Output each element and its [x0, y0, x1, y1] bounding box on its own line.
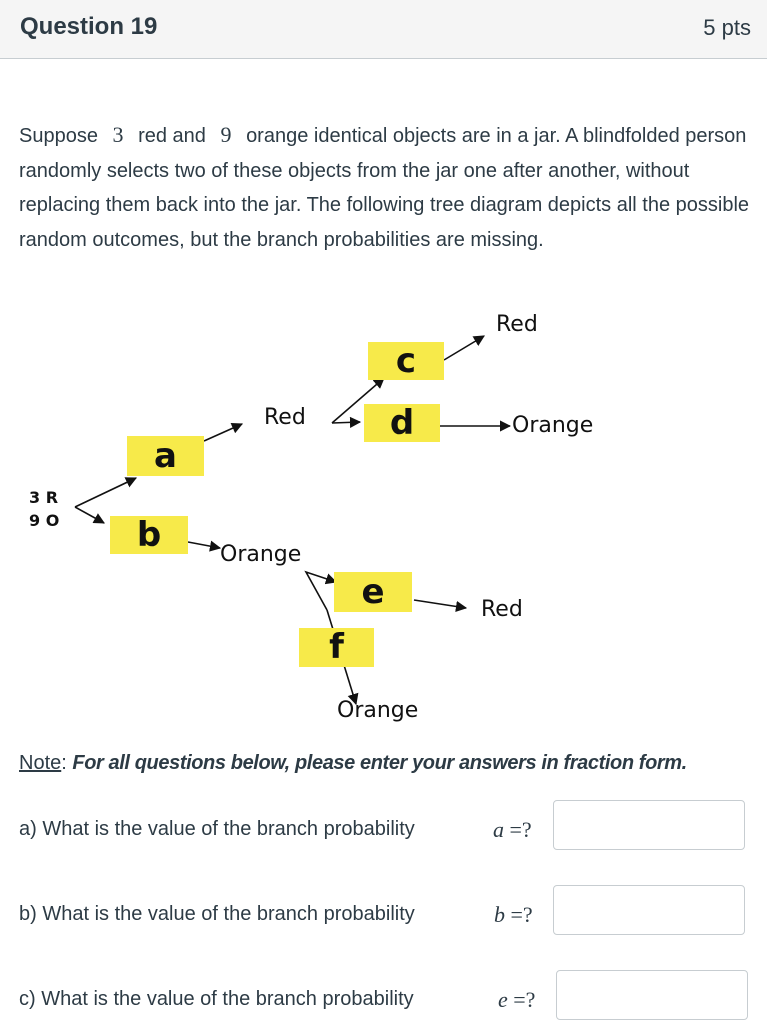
note-text: For all questions below, please enter your answers in fraction form. — [72, 752, 687, 774]
note — [19, 752, 687, 775]
outcome-first-orange: Orange — [220, 542, 302, 567]
root-red-count: 3 R — [29, 488, 59, 507]
equals-a: =? — [504, 817, 532, 842]
e-to-red — [414, 600, 466, 608]
question-a-variable — [493, 817, 532, 843]
equals-e: =? — [507, 987, 536, 1012]
root-branch-down — [75, 507, 104, 523]
prompt-text-2: red and — [138, 125, 206, 147]
branch-label-e: e — [334, 572, 412, 612]
b-to-orange — [188, 542, 220, 548]
variable-b: b — [494, 902, 505, 927]
outcome-first-red: Red — [264, 405, 306, 430]
c-to-red — [444, 336, 484, 360]
branch-label-f: f — [299, 628, 374, 667]
orange-split-up — [306, 572, 336, 610]
branch-label-d: d — [364, 404, 440, 442]
outcome-orange-orange: Orange — [337, 698, 419, 723]
red-split-up — [332, 378, 384, 423]
branch-label-a: a — [127, 436, 204, 476]
outcome-orange-red: Red — [481, 597, 523, 622]
red-split-down — [332, 422, 360, 423]
outcome-red-red: Red — [496, 312, 538, 337]
question-header — [0, 0, 767, 59]
question-points: 5 pts — [703, 15, 751, 40]
question-c-text: c) What is the value of the branch probability — [19, 988, 414, 1010]
note-colon: : — [61, 752, 67, 774]
root-node — [29, 486, 59, 532]
prompt-text-3: orange identical objects are in a jar. A blindfolded person randomly selects two of these objects from the jar one after another, without replacing them back into the jar. The following tree diagram depicts all the possible random outcomes, but the branch probabilities are missing. — [19, 125, 750, 251]
orange-count: 9 — [220, 122, 232, 147]
answer-input-b[interactable] — [553, 885, 745, 935]
variable-a: a — [493, 817, 504, 842]
question-title: Question 19 — [20, 13, 158, 40]
root-orange-count: 9 O — [29, 511, 60, 530]
branch-label-b: b — [110, 516, 188, 554]
orange-split-down — [327, 610, 356, 704]
prompt-text-1: Suppose — [19, 125, 98, 147]
question-b-text: b) What is the value of the branch probability — [19, 903, 415, 925]
root-branch-up — [75, 478, 136, 507]
note-label: Note — [19, 752, 62, 774]
variable-e: e — [498, 987, 508, 1012]
red-count: 3 — [112, 122, 124, 147]
branch-label-c: c — [368, 342, 444, 380]
question-c-variable — [498, 987, 535, 1013]
question-prompt — [19, 118, 759, 257]
question-b-variable — [494, 902, 533, 928]
outcome-red-orange: Orange — [512, 413, 594, 438]
equals-b: =? — [505, 902, 533, 927]
a-to-red — [204, 424, 242, 441]
answer-input-c[interactable] — [556, 970, 748, 1020]
answer-input-a[interactable] — [553, 800, 745, 850]
question-a-text: a) What is the value of the branch probability — [19, 818, 415, 840]
